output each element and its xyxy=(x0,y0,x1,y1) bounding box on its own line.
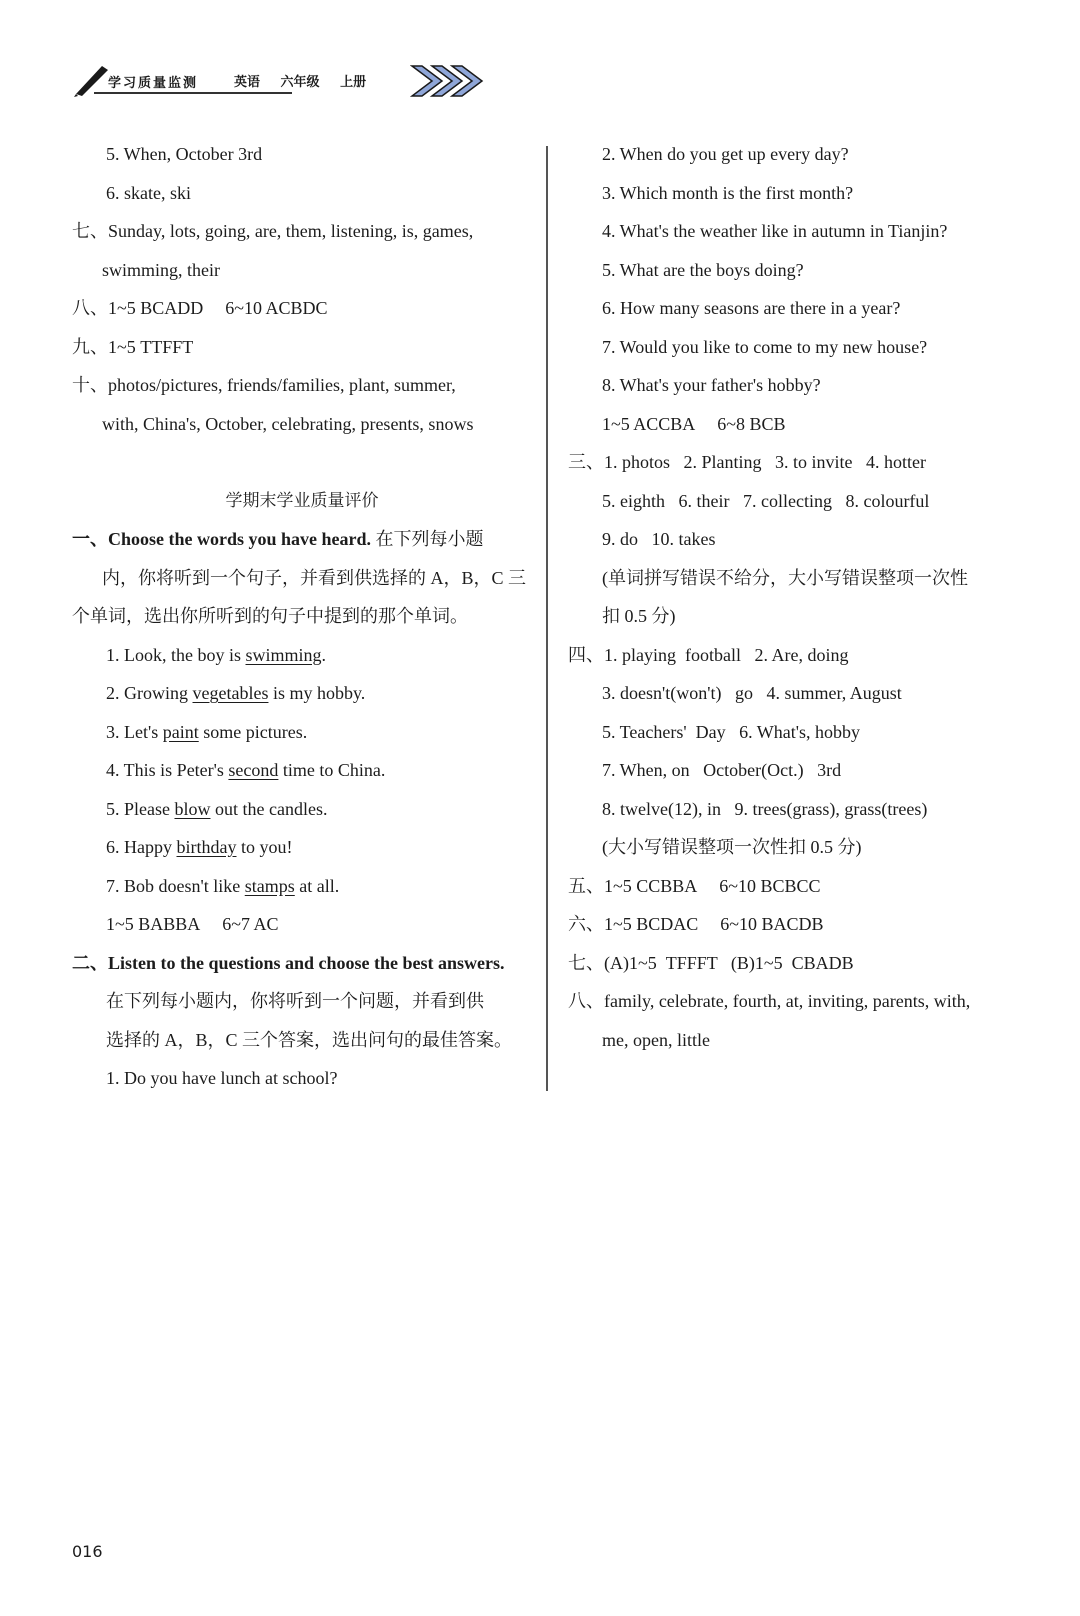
question-heading: 一、Choose the words you have heard. 在下列每小题 xyxy=(72,529,484,549)
page-number: 016 xyxy=(72,1542,103,1561)
sentence-line: 5. What are the boys doing? xyxy=(602,259,804,280)
answer-line: 九、1~5 TTFFT xyxy=(72,336,194,357)
scoring-note: (大小写错误整项一次性扣 0.5 分) xyxy=(602,837,862,857)
sentence-line: 1. Do you have lunch at school? xyxy=(106,1068,338,1088)
question-instruction: 选择的 A，B，C 三个答案，选出问句的最佳答案。 xyxy=(106,1029,513,1050)
sentence-line: 8. What's your father's hobby? xyxy=(602,375,821,395)
sentence-line: 3. Let's paint some pictures. xyxy=(106,721,308,742)
chevron-decoration-icon xyxy=(410,64,490,98)
question-instruction: 个单词，选出你所听到的句子中提到的那个单词。 xyxy=(72,606,468,626)
scoring-note: (单词拼写错误不给分，大小写错误整项一次性 xyxy=(602,567,968,588)
answer-line: 五、1~5 CCBBA 6~10 BCBCC xyxy=(568,875,821,896)
sentence-line: 7. Bob doesn't like stamps at all. xyxy=(106,875,340,896)
answer-line: 6. skate, ski xyxy=(106,182,191,203)
sentence-line: 4. What's the weather like in autumn in Tianjin? xyxy=(602,221,948,241)
header-underline xyxy=(94,92,292,94)
question-heading: 二、Listen to the questions and choose the best answers. xyxy=(72,952,505,973)
sentence-line: 3. Which month is the first month? xyxy=(602,182,854,203)
sentence-line: 1. Look, the boy is swimming. xyxy=(106,644,327,665)
header-meta xyxy=(234,71,382,90)
answer-line: 八、1~5 BCADD 6~10 ACBDC xyxy=(72,298,328,318)
question-instruction: 内，你将听到一个句子，并看到供选择的 A，B，C 三 xyxy=(102,567,527,588)
column-divider xyxy=(546,146,548,1091)
answer-line: 六、1~5 BCDAC 6~10 BACDB xyxy=(568,914,824,934)
sentence-line: 6. Happy birthday to you! xyxy=(106,837,293,857)
answer-line: 3. doesn't(won't) go 4. summer, August xyxy=(602,683,902,703)
answer-line: 9. do 10. takes xyxy=(602,529,716,549)
sentence-line: 2. When do you get up every day? xyxy=(602,144,849,164)
answer-line: 十、photos/pictures, friends/families, plant, summer, xyxy=(72,375,456,395)
sentence-line: 7. Would you like to come to my new house? xyxy=(602,336,928,357)
left-column xyxy=(72,135,532,1098)
answer-line: 七、(A)1~5 TFFFT (B)1~5 CBADB xyxy=(568,952,854,973)
answer-line: 四、1. playing football 2. Are, doing xyxy=(568,644,849,665)
grade-label: 六年级 xyxy=(280,75,320,90)
section-title: 学期末学业质量评价 xyxy=(225,490,379,511)
sentence-line: 5. Please blow out the candles. xyxy=(106,798,328,819)
answer-line: swimming, their xyxy=(102,259,220,280)
sentence-line: 2. Growing vegetables is my hobby. xyxy=(106,683,366,703)
answer-line: 1~5 ACCBA 6~8 BCB xyxy=(602,413,786,434)
answer-line: 5. eighth 6. their 7. collecting 8. colourful xyxy=(602,490,930,511)
sentence-line: 6. How many seasons are there in a year? xyxy=(602,298,901,318)
right-column xyxy=(568,135,1038,1059)
volume-label: 上册 xyxy=(340,75,367,90)
answer-line: 七、Sunday, lots, going, are, them, listening, is, games, xyxy=(72,221,474,241)
page-header xyxy=(72,62,492,102)
answer-line: 三、1. photos 2. Planting 3. to invite 4. hotter xyxy=(568,452,926,472)
subject-label: 英语 xyxy=(234,75,261,90)
answer-line: 7. When, on October(Oct.) 3rd xyxy=(602,760,842,780)
sentence-line: 4. This is Peter's second time to China. xyxy=(106,760,386,780)
answer-line: 8. twelve(12), in 9. trees(grass), grass(trees) xyxy=(602,798,928,819)
answer-line: me, open, little xyxy=(602,1029,710,1050)
answer-line: 八、family, celebrate, fourth, at, inviting, parents, with, xyxy=(568,991,971,1011)
scoring-note: 扣 0.5 分) xyxy=(602,606,676,626)
answer-line: 5. Teachers' Day 6. What's, hobby xyxy=(602,721,861,742)
answer-line: 1~5 BABBA 6~7 AC xyxy=(106,914,279,934)
answer-line: with, China's, October, celebrating, presents, snows xyxy=(102,413,474,434)
question-instruction: 在下列每小题内，你将听到一个问题，并看到供 xyxy=(106,991,484,1011)
answer-line: 5. When, October 3rd xyxy=(106,144,263,164)
series-title: 学习质量监测 xyxy=(108,76,199,91)
